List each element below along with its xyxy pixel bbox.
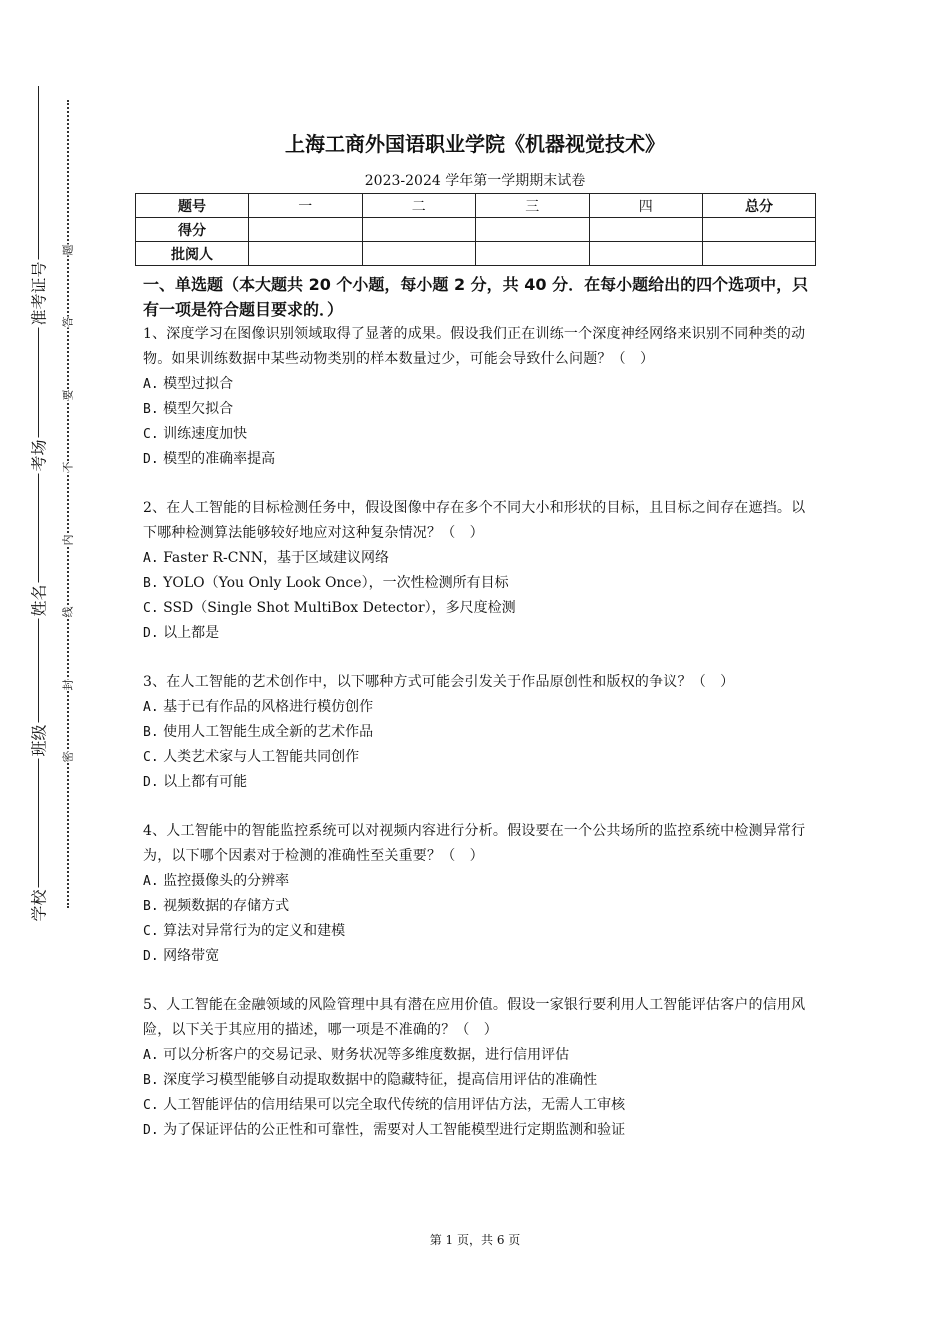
reviewer-cell — [589, 242, 703, 266]
option-key: B. — [143, 1073, 159, 1088]
seal-char: 内 — [61, 534, 74, 546]
option-c — [143, 596, 809, 621]
option-text: 以上都有可能 — [163, 774, 248, 790]
option-text: 监控摄像头的分辨率 — [163, 873, 290, 889]
option-key: B. — [143, 576, 159, 591]
exam-title: 上海工商外国语职业学院《机器视觉技术》 — [285, 132, 665, 156]
option-text: 网络带宽 — [163, 948, 220, 964]
option-d — [143, 944, 809, 969]
question-text: 3、在人工智能的艺术创作中，以下哪种方式可能会引发关于作品原创性和版权的争议？（ ） — [143, 674, 735, 690]
binding-margin — [0, 0, 100, 1344]
option-key: D. — [143, 452, 159, 467]
option-a — [143, 546, 809, 571]
option-d — [143, 447, 809, 472]
option-c — [143, 919, 809, 944]
col-header: 题号 — [136, 194, 249, 218]
score-table-header-row — [136, 194, 816, 218]
option-key: A. — [143, 700, 159, 715]
seal-char: 答 — [61, 316, 74, 328]
reviewer-cell — [703, 242, 816, 266]
option-c — [143, 1093, 809, 1118]
option-key: D. — [143, 775, 159, 790]
option-b — [143, 571, 809, 596]
option-key: A. — [143, 377, 159, 392]
score-cell — [362, 218, 476, 242]
option-d — [143, 621, 809, 646]
option-d — [143, 770, 809, 795]
option-text: 使用人工智能生成全新的艺术作品 — [163, 724, 374, 740]
option-text: 人工智能评估的信用结果可以完全取代传统的信用评估方法，无需人工审核 — [163, 1097, 626, 1113]
question-item — [143, 496, 809, 646]
seal-char: 线 — [61, 606, 74, 618]
option-key: D. — [143, 949, 159, 964]
option-key: D. — [143, 1123, 159, 1138]
field-class: 班级 — [22, 705, 54, 775]
score-table — [135, 193, 816, 266]
option-text: Faster R-CNN，基于区域建议网络 — [163, 550, 389, 566]
option-a — [143, 869, 809, 894]
option-a — [143, 1043, 809, 1068]
exam-subtitle: 2023-2024 学年第一学期期末试卷 — [364, 173, 586, 189]
option-a — [143, 695, 809, 720]
option-text: 为了保证评估的公正性和可靠性，需要对人工智能模型进行定期监测和验证 — [163, 1122, 626, 1138]
seal-dotted-line — [67, 100, 69, 908]
option-key: A. — [143, 551, 159, 566]
seal-char: 题 — [61, 244, 74, 256]
col-header: 二 — [362, 194, 476, 218]
question-text: 1、深度学习在图像识别领域取得了显著的成果。假设我们正在训练一个深度神经网络来识别不同种类的动物。如果训练数据中某些动物类别的样本数量过少，可能会导致什么问题？（ ） — [143, 326, 806, 367]
field-name: 姓名 — [22, 565, 54, 635]
reviewer-row — [136, 242, 816, 266]
option-b — [143, 1068, 809, 1093]
col-header: 四 — [589, 194, 703, 218]
score-cell — [476, 218, 590, 242]
option-text: 算法对异常行为的定义和建模 — [163, 923, 346, 939]
row-label: 批阅人 — [136, 242, 249, 266]
col-header: 总分 — [703, 194, 816, 218]
option-c — [143, 745, 809, 770]
option-text: 训练速度加快 — [163, 426, 248, 442]
question-text: 2、在人工智能的目标检测任务中，假设图像中存在多个不同大小和形状的目标，且目标之间存在遮挡。以下哪种检测算法能够较好地应对这种复杂情况？（ ） — [143, 500, 806, 541]
reviewer-cell — [476, 242, 590, 266]
question-item — [143, 670, 809, 795]
reviewer-cell — [249, 242, 363, 266]
option-key: C. — [143, 1098, 159, 1113]
field-exam-id: 准考证号 — [22, 258, 54, 328]
page-footer: 第 1 页，共 6 页 — [429, 1233, 521, 1247]
option-text: SSD（Single Shot MultiBox Detector），多尺度检测 — [163, 600, 516, 616]
seal-char: 密 — [61, 751, 74, 763]
seal-char: 不 — [61, 461, 74, 473]
question-item — [143, 993, 809, 1143]
option-key: B. — [143, 402, 159, 417]
option-key: C. — [143, 750, 159, 765]
col-header: 一 — [249, 194, 363, 218]
option-text: 模型的准确率提高 — [163, 451, 276, 467]
option-text: 视频数据的存储方式 — [163, 898, 290, 914]
option-b — [143, 894, 809, 919]
question-item — [143, 819, 809, 969]
option-a — [143, 372, 809, 397]
question-text: 5、人工智能在金融领域的风险管理中具有潜在应用价值。假设一家银行要利用人工智能评估客户的信用风险，以下关于其应用的描述，哪一项是不准确的？（ ） — [143, 997, 806, 1038]
option-key: B. — [143, 899, 159, 914]
question-list — [143, 322, 809, 1167]
section-heading: 一、单选题（本大题共 20 个小题，每小题 2 分，共 40 分．在每小题给出的四个选项中，只有一项是符合题目要求的．） — [143, 275, 809, 319]
option-b — [143, 720, 809, 745]
option-key: B. — [143, 725, 159, 740]
option-key: C. — [143, 924, 159, 939]
seal-char: 封 — [61, 679, 74, 691]
score-cell — [249, 218, 363, 242]
option-c — [143, 422, 809, 447]
option-key: C. — [143, 427, 159, 442]
seal-char: 要 — [61, 389, 74, 401]
option-text: YOLO（You Only Look Once），一次性检测所有目标 — [163, 575, 509, 591]
option-text: 以上都是 — [163, 625, 220, 641]
question-item — [143, 322, 809, 472]
option-d — [143, 1118, 809, 1143]
option-key: D. — [143, 626, 159, 641]
option-b — [143, 397, 809, 422]
score-cell — [589, 218, 703, 242]
score-row — [136, 218, 816, 242]
option-key: A. — [143, 874, 159, 889]
option-text: 人类艺术家与人工智能共同创作 — [163, 749, 360, 765]
option-text: 模型过拟合 — [163, 376, 234, 392]
option-text: 模型欠拟合 — [163, 401, 234, 417]
option-text: 可以分析客户的交易记录、财务状况等多维度数据，进行信用评估 — [163, 1047, 570, 1063]
option-key: C. — [143, 601, 159, 616]
option-text: 深度学习模型能够自动提取数据中的隐藏特征，提高信用评估的准确性 — [163, 1072, 598, 1088]
field-school: 学校 — [22, 870, 54, 940]
question-text: 4、人工智能中的智能监控系统可以对视频内容进行分析。假设要在一个公共场所的监控系统中检测异常行为，以下哪个因素对于检测的准确性至关重要？（ ） — [143, 823, 806, 864]
reviewer-cell — [362, 242, 476, 266]
option-key: A. — [143, 1048, 159, 1063]
score-cell — [703, 218, 816, 242]
row-label: 得分 — [136, 218, 249, 242]
binding-line — [38, 86, 39, 906]
col-header: 三 — [476, 194, 590, 218]
option-text: 基于已有作品的风格进行模仿创作 — [163, 699, 374, 715]
field-exam-room: 考场 — [22, 420, 54, 490]
